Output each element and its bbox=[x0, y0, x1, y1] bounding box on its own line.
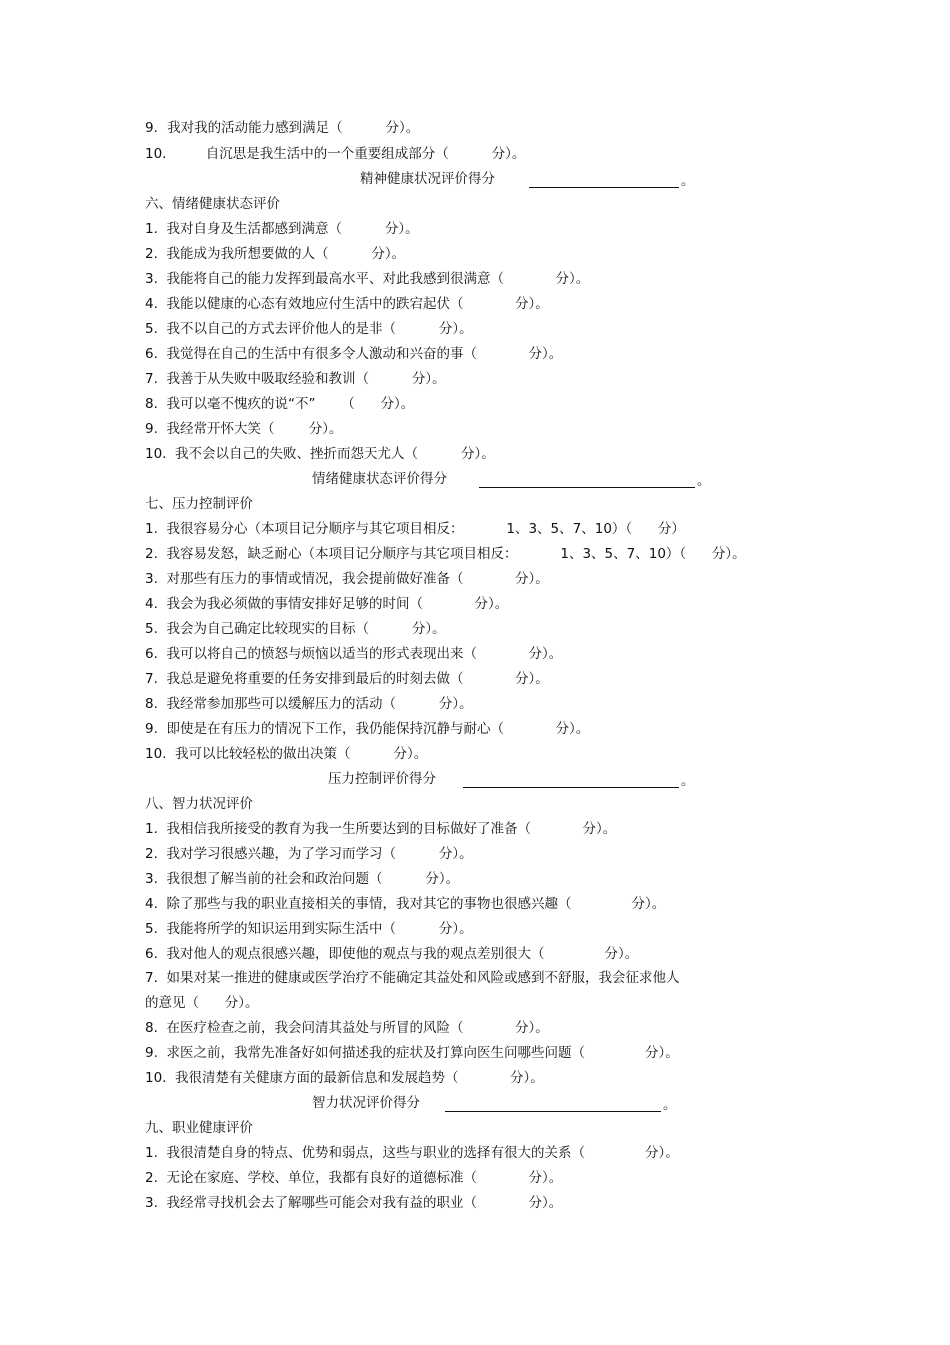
intellect-score-label: 智力状况评价得分 bbox=[312, 1095, 420, 1111]
question-item: 2. 我容易发怒，缺乏耐心（本项目记分顺序与其它项目相反： 1、3、5、7、10）（ 分）。 bbox=[145, 546, 746, 562]
score-end-mark: 。 bbox=[663, 1097, 677, 1113]
question-item: 3. 我经常寻找机会去了解哪些可能会对我有益的职业（ 分）。 bbox=[145, 1195, 563, 1211]
score-blank-line[interactable] bbox=[479, 487, 695, 488]
question-item: 10． 自沉思是我生活中的一个重要组成部分（ 分）。 bbox=[145, 146, 526, 162]
question-item: 7. 如果对某一推进的健康或医学治疗不能确定其益处和风险或感到不舒服，我会征求他人 bbox=[145, 970, 680, 986]
score-end-mark: 。 bbox=[681, 773, 695, 789]
question-item: 10. 我可以比较轻松的做出决策（ 分）。 bbox=[145, 746, 428, 762]
question-item: 4. 我能以健康的心态有效地应付生活中的跌宕起伏（ 分）。 bbox=[145, 296, 549, 312]
question-item: 10. 我不会以自己的失败、挫折而怨天尤人（ 分）。 bbox=[145, 446, 495, 462]
question-item: 4. 我会为我必须做的事情安排好足够的时间（ 分）。 bbox=[145, 596, 509, 612]
section-9-heading: 九、职业健康评价 bbox=[145, 1120, 253, 1136]
score-end-mark: 。 bbox=[697, 473, 711, 489]
question-item: 1. 我对自身及生活都感到满意（ 分）。 bbox=[145, 221, 419, 237]
question-item: 8. 在医疗检查之前，我会问清其益处与所冒的风险（ 分）。 bbox=[145, 1020, 549, 1036]
score-blank-line[interactable] bbox=[463, 787, 679, 788]
score-blank-line[interactable] bbox=[445, 1111, 661, 1112]
question-item: 5. 我会为自己确定比较现实的目标（ 分）。 bbox=[145, 621, 446, 637]
question-item: 1. 我相信我所接受的教育为我一生所要达到的目标做好了准备（ 分）。 bbox=[145, 821, 617, 837]
stress-score-label: 压力控制评价得分 bbox=[328, 771, 436, 787]
question-item: 6. 我觉得在自己的生活中有很多令人激动和兴奋的事（ 分）。 bbox=[145, 346, 563, 362]
question-item: 10. 我很清楚有关健康方面的最新信息和发展趋势（ 分）。 bbox=[145, 1070, 544, 1086]
score-blank-line[interactable] bbox=[529, 187, 679, 188]
question-item: 3. 我能将自己的能力发挥到最高水平、对此我感到很满意（ 分）。 bbox=[145, 271, 590, 287]
question-item: 9. 我经常开怀大笑（ 分）。 bbox=[145, 421, 343, 437]
question-item: 8. 我可以毫不愧疚的说“不” （ 分）。 bbox=[145, 396, 415, 412]
question-item: 2. 我对学习很感兴趣，为了学习而学习（ 分）。 bbox=[145, 846, 473, 862]
question-item: 6. 我对他人的观点很感兴趣，即使他的观点与我的观点差别很大（ 分）。 bbox=[145, 946, 639, 962]
section-6-heading: 六、情绪健康状态评价 bbox=[145, 196, 280, 212]
question-item: 8. 我经常参加那些可以缓解压力的活动（ 分）。 bbox=[145, 696, 473, 712]
question-item: 5. 我不以自己的方式去评价他人的是非（ 分）。 bbox=[145, 321, 473, 337]
question-item: 1. 我很清楚自身的特点、优势和弱点，这些与职业的选择有很大的关系（ 分）。 bbox=[145, 1145, 679, 1161]
question-item: 9. 即使是在有压力的情况下工作，我仍能保持沉静与耐心（ 分）。 bbox=[145, 721, 590, 737]
score-end-mark: 。 bbox=[681, 173, 695, 189]
question-item: 5. 我能将所学的知识运用到实际生活中（ 分）。 bbox=[145, 921, 473, 937]
section-7-heading: 七、压力控制评价 bbox=[145, 496, 253, 512]
question-item: 7. 我善于从失败中吸取经验和教训（ 分）。 bbox=[145, 371, 446, 387]
question-item: 3. 对那些有压力的事情或情况，我会提前做好准备（ 分）。 bbox=[145, 571, 549, 587]
question-item: 6. 我可以将自己的愤怒与烦恼以适当的形式表现出来（ 分）。 bbox=[145, 646, 563, 662]
question-item: 7. 我总是避免将重要的任务安排到最后的时刻去做（ 分）。 bbox=[145, 671, 549, 687]
question-item: 3. 我很想了解当前的社会和政治问题（ 分）。 bbox=[145, 871, 460, 887]
question-item: 4. 除了那些与我的职业直接相关的事情，我对其它的事物也很感兴趣（ 分）。 bbox=[145, 896, 666, 912]
question-item: 1. 我很容易分心（本项目记分顺序与其它项目相反： 1、3、5、7、10）（ 分） bbox=[145, 521, 685, 537]
question-item: 9. 求医之前，我常先准备好如何描述我的症状及打算向医生问哪些问题（ 分）。 bbox=[145, 1045, 679, 1061]
question-item: 9．我对我的活动能力感到满足（ 分）。 bbox=[145, 120, 420, 136]
spirit-score-label: 精神健康状况评价得分 bbox=[360, 171, 495, 187]
question-item: 2. 无论在家庭、学校、单位，我都有良好的道德标准（ 分）。 bbox=[145, 1170, 563, 1186]
question-item-continuation: 的意见（ 分）。 bbox=[145, 995, 259, 1011]
question-item: 2. 我能成为我所想要做的人（ 分）。 bbox=[145, 246, 406, 262]
section-8-heading: 八、智力状况评价 bbox=[145, 796, 253, 812]
emotion-score-label: 情绪健康状态评价得分 bbox=[312, 471, 447, 487]
